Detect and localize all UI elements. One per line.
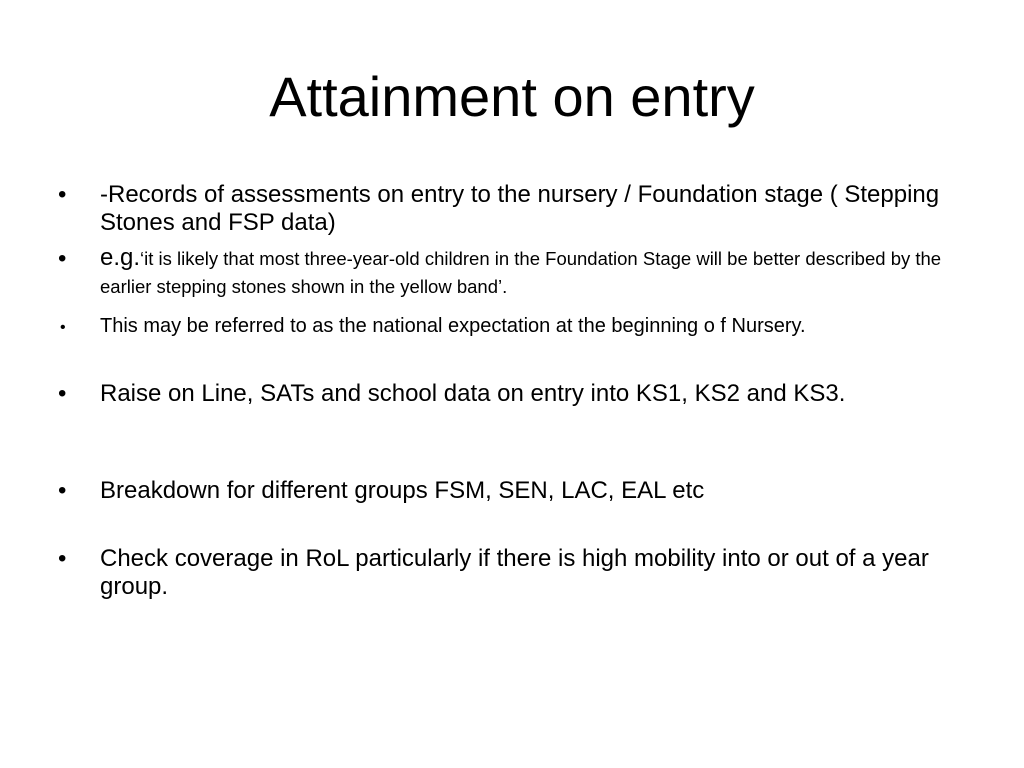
bullet-marker: • [60,319,66,336]
bullet-item-national-expectation [58,314,968,342]
bullet-item-raise-online [58,380,968,440]
slide-title: Attainment on entry [269,65,755,128]
bullet-text: Raise on Line, SATs and school data on entry into KS1, KS2 and KS3. [100,380,846,407]
bullet-marker: • [58,245,67,272]
example-lead: e.g. [100,244,141,271]
bullet-text: This may be referred to as the national expectation at the beginning o f Nursery. [100,315,806,337]
example-quote: ‘it is likely that most three-year-old children in the Foundation Stage will be better described by the earlier stepping stones shown in the yellow band’. [100,248,942,297]
bullet-marker: • [58,545,67,572]
bullet-item-breakdown [58,477,968,507]
bullet-text: Check coverage in RoL particularly if there is high mobility into or out of a year group. [100,545,929,600]
bullet-text: -Records of assessments on entry to the nursery / Foundation stage ( Stepping Stones and FSP data) [100,181,940,236]
bullet-marker: • [58,380,67,407]
bullet-text: Breakdown for different groups FSM, SEN, LAC, EAL etc [100,477,705,504]
bullet-item-records [58,181,968,241]
bullet-marker: • [58,181,67,208]
bullet-item-example [58,245,968,305]
bullet-marker: • [58,477,67,504]
bullet-text [100,245,968,302]
bullet-item-coverage [58,545,968,605]
